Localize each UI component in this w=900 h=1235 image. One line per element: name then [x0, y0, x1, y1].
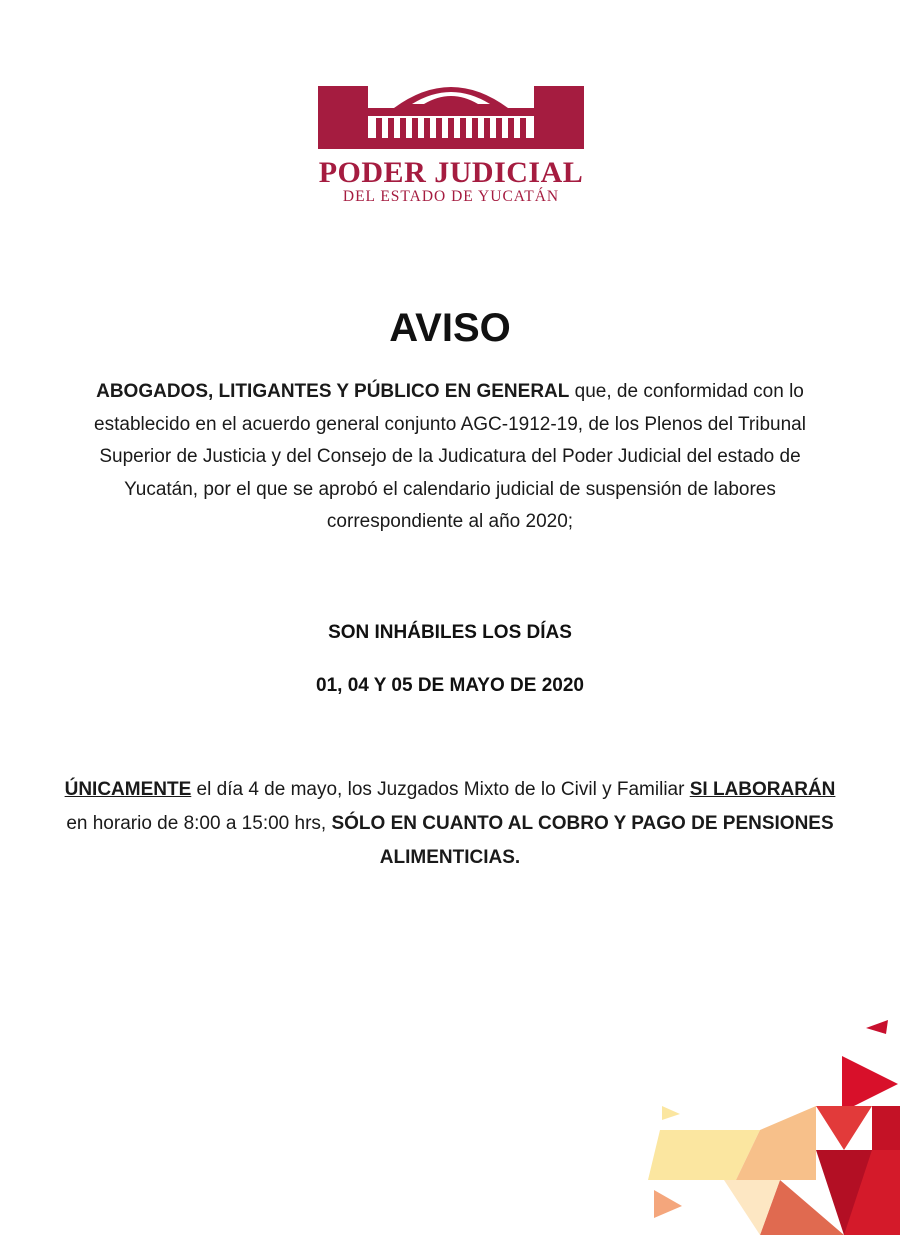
notice-paragraph	[60, 773, 840, 875]
notice-closing: SÓLO EN CUANTO AL COBRO Y PAGO DE PENSIONES ALIMENTICIAS.	[331, 813, 834, 868]
inhabiles-title: SON INHÁBILES LOS DÍAS	[328, 622, 572, 643]
courthouse-emblem-icon	[316, 74, 586, 154]
addressee: ABOGADOS, LITIGANTES Y PÚBLICO EN GENERAL	[96, 381, 570, 402]
geometric-triangles-decoration	[640, 1010, 900, 1235]
notice-lead: ÚNICAMENTE	[64, 779, 192, 800]
intro-paragraph	[70, 376, 830, 539]
notice-emphasis: SI LABORARÁN	[689, 779, 836, 800]
notice-text-2: en horario de 8:00 a 15:00 hrs,	[66, 813, 332, 834]
notice-heading: AVISO	[389, 306, 511, 350]
inhabiles-dates: 01, 04 Y 05 DE MAYO DE 2020	[316, 675, 584, 696]
logo-title: PODER JUDICIAL	[318, 156, 584, 189]
notice-text-1: el día 4 de mayo, los Juzgados Mixto de lo Civil y Familiar	[191, 779, 690, 800]
intro-body: que, de conformidad con lo establecido en el acuerdo general conjunto AGC-1912-19, de los Plenos del Tribunal Superior de Justicia y del Consejo de la Judicatura del Poder Judicial del estado de Yucatán, por el que se aprobó el calendario judicial de suspensión de labores correspondiente al año 2020;	[94, 381, 806, 533]
poder-judicial-logo	[316, 74, 586, 209]
logo-subtitle: DEL ESTADO DE YUCATÁN	[342, 188, 560, 205]
